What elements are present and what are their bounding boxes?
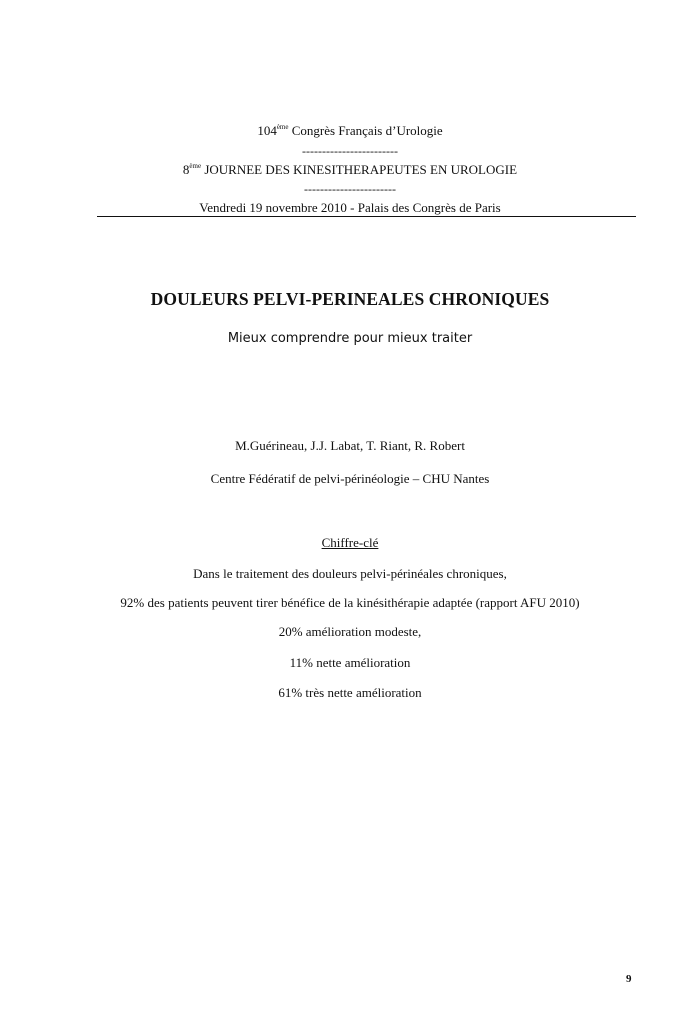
journee-number: 8 [182,162,190,177]
key-figure-main-stat: 92% des patients peuvent tirer bénéfice de la kinésithérapie adaptée (rapport AFU 2010) [120,595,580,610]
congress-number: 104 [257,123,277,138]
key-figure-stat-modest: 20% amélioration modeste, [278,624,422,639]
document-title: DOULEURS PELVI-PERINEALES CHRONIQUES [150,289,550,309]
journee-superscript: ème [189,162,202,170]
document-subtitle: Mieux comprendre pour mieux traiter [227,331,473,346]
date-location: Vendredi 19 novembre 2010 - Palais des Congrès de Paris [199,200,501,215]
authors: M.Guérineau, J.J. Labat, T. Riant, R. Robert [235,438,465,453]
journee-name: JOURNEE DES KINESITHERAPEUTES EN UROLOGIE [201,162,518,177]
key-figure-stat-very-clear: 61% très nette amélioration [278,685,422,700]
page-number: 9 [626,973,632,985]
header-separator-2: ----------------------- [304,182,396,196]
key-figure-heading [0,536,700,549]
key-figure-heading-text: Chiffre-clé [321,535,379,550]
journee-title [0,163,700,176]
congress-title [0,124,700,137]
key-figure-stat-clear: 11% nette amélioration [289,655,411,670]
affiliation: Centre Fédératif de pelvi-périnéologie – CHU Nantes [210,471,490,486]
congress-name: Congrès Français d’Urologie [288,123,443,138]
header-separator-1: ------------------------ [302,144,398,158]
congress-superscript: ème [276,123,289,131]
header-rule [97,216,636,217]
key-figure-intro: Dans le traitement des douleurs pelvi-périnéales chroniques, [193,566,507,581]
